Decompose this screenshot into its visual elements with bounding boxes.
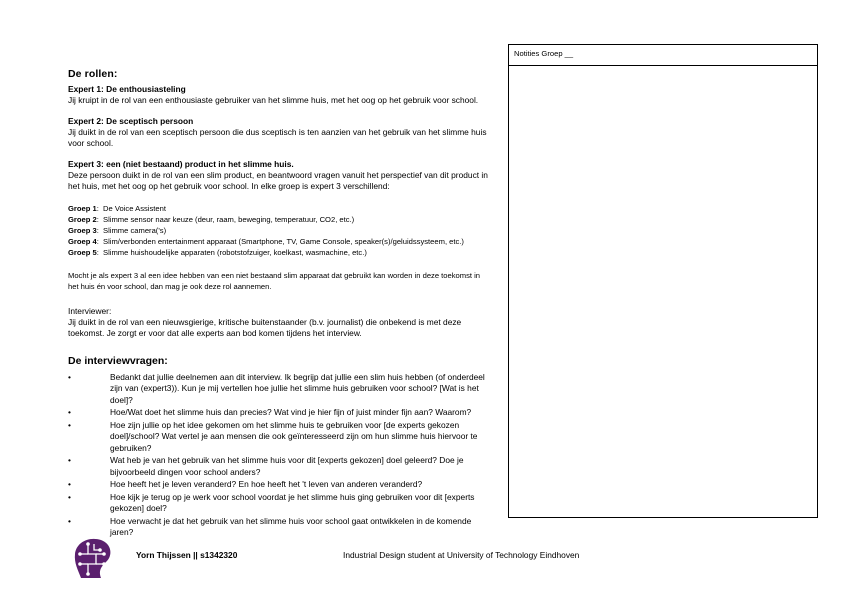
question-item — [68, 455, 488, 478]
role-heading: Expert 1: De enthousiasteling — [68, 84, 186, 94]
group-separator: : — [96, 225, 104, 235]
question-text: Hoe verwacht je dat het gebruik van het slimme huis voor school gaat ontwikkelen in de komende jaren? — [110, 515, 472, 538]
questions-section-title: De interviewvragen: — [68, 354, 168, 367]
document-body — [68, 68, 488, 540]
roles-section-title: De rollen: — [68, 68, 118, 80]
role-heading: Expert 2: De sceptisch persoon — [68, 115, 194, 126]
interviewer-heading: Interviewer: — [68, 305, 112, 316]
question-item — [68, 492, 488, 515]
interviewer-body: Jij duikt in de rol van een nieuwsgierige, kritische buitenstaander (b.v. journalist) die onbekend is met deze toekomst. Je zorgt er voor dat alle experts aan bod komen tijdens het interview. — [68, 317, 462, 339]
group-separator: : — [96, 247, 104, 257]
question-item — [68, 372, 488, 407]
group-label: Groep 3 — [68, 225, 97, 235]
notes-writing-area[interactable] — [509, 66, 817, 517]
question-text: Bedankt dat jullie deelnemen aan dit interview. Ik begrijp dat jullie een slim huis hebben (of onderdeel zijn van (expert3)). Kun je mij vertellen hoe jullie het slimme huis gebruiken voor school? [Wat is het doel]? — [110, 371, 485, 405]
role-block-1 — [68, 84, 488, 107]
group-row — [68, 236, 488, 247]
question-text: Hoe zijn jullie op het idee gekomen om het slimme huis te gebruiken voor [de experts gekozen doel]/school? Wat vertel je aan mensen die ook geïnteresseerd zijn om hun slimme huis hiervoor te gebruiken? — [110, 419, 478, 453]
group-separator: : — [96, 203, 104, 213]
group-label: Groep 2 — [68, 214, 97, 224]
notes-panel-label: Notities Groep __ — [509, 45, 817, 66]
role-body: Jij kruipt in de rol van een enthousiaste gebruiker van het slimme huis, met het oog op het gebruik voor school. — [68, 95, 479, 106]
group-value: Slim/verbonden entertainment apparaat (Smartphone, TV, Game Console, speaker(s)/geluidssysteem, etc.) — [103, 236, 464, 246]
page-footer — [68, 534, 768, 584]
group-separator: : — [96, 214, 104, 224]
question-text: Wat heb je van het gebruik van het slimme huis voor dit [experts gekozen] doel geleerd? Doe je bijvoorbeeld dingen voor school anders? — [110, 455, 464, 477]
role-body: Deze persoon duikt in de rol van een slim product, en beantwoord vragen vanuit het perspectief van dit product in het huis, met het oog op het gebruik voor school. In elke groep is expert 3 verschillend: — [68, 170, 488, 192]
group-row — [68, 214, 488, 225]
brain-circuit-logo-icon — [68, 534, 120, 582]
role-body: Jij duikt in de rol van een sceptisch persoon die dus sceptisch is ten aanzien van het gebruik van het slimme huis voor school. — [68, 127, 487, 149]
footer-author: Yorn Thijssen || s1342320 — [136, 550, 238, 560]
group-separator: : — [96, 236, 104, 246]
group-row — [68, 203, 488, 214]
question-text: Hoe kijk je terug op je werk voor school voordat je het slimme huis ging gebruiken voor dit [experts gekozen] doel? — [110, 491, 475, 514]
question-text: Hoe/Wat doet het slimme huis dan precies? Wat vind je hier fijn of juist minder fijn aan? Waarom? — [110, 407, 472, 418]
group-label: Groep 4 — [68, 236, 97, 246]
question-text: Hoe heeft het je leven veranderd? En hoe heeft het 't leven van anderen veranderd? — [110, 479, 423, 490]
group-value: Slimme sensor naar keuze (deur, raam, beweging, temperatuur, CO2, etc.) — [103, 214, 355, 224]
group-value: Slimme camera('s) — [103, 225, 167, 235]
group-value: De Voice Assistent — [103, 203, 166, 213]
question-item — [68, 420, 488, 455]
role-heading: Expert 3: een (niet bestaand) product in het slimme huis. — [68, 158, 294, 169]
question-item — [68, 479, 488, 491]
group-label: Groep 1 — [68, 203, 97, 213]
footer-description: Industrial Design student at University of Technology Eindhoven — [343, 550, 580, 560]
roles-note: Mocht je als expert 3 al een idee hebben van een niet bestaand slim apparaat dat gebruikt kan worden in deze toekomst in het huis én voor school, dan mag je ook deze rol aannemen. — [68, 270, 481, 291]
role-block-2 — [68, 116, 488, 150]
bullet-icon: • — [68, 407, 71, 418]
bullet-icon: • — [68, 479, 71, 490]
group-list — [68, 203, 488, 258]
bullet-icon: • — [68, 491, 71, 502]
notes-panel — [508, 44, 818, 518]
bullet-icon: • — [68, 419, 71, 430]
group-row — [68, 225, 488, 236]
group-label: Groep 5 — [68, 247, 97, 257]
question-item — [68, 407, 488, 419]
bullet-icon: • — [68, 455, 71, 466]
questions-list — [68, 372, 488, 539]
role-block-3 — [68, 159, 488, 193]
group-row — [68, 247, 488, 258]
group-value: Slimme huishoudelijke apparaten (robotstofzuiger, koelkast, wasmachine, etc.) — [103, 247, 367, 257]
bullet-icon: • — [68, 515, 71, 526]
bullet-icon: • — [68, 371, 71, 382]
